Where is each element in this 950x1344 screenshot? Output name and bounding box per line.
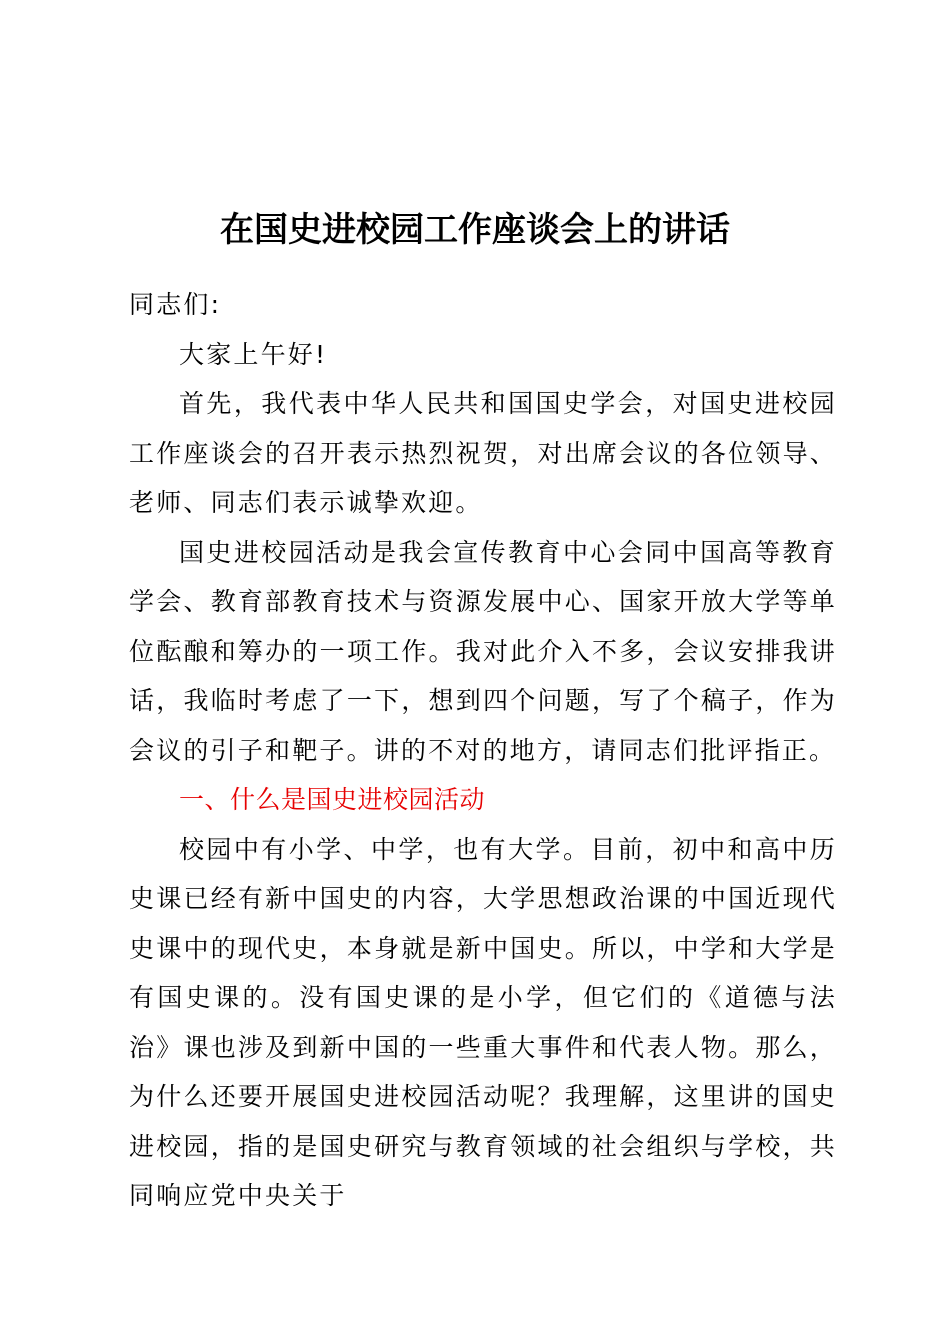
document-body: [129, 280, 837, 1221]
paragraph-background: 国史进校园活动是我会宣传教育中心会同中国高等教育学会、教育部教育技术与资源发展中心、国家开放大学等单位酝酿和筹办的一项工作。我对此介入不多，会议安排我讲话，我临时考虑了一下，想到四个问题，写了个稿子，作为会议的引子和靶子。讲的不对的地方，请同志们批评指正。: [129, 537, 837, 765]
salutation: 同志们:: [129, 290, 222, 319]
section-heading: 一、什么是国史进校园活动: [179, 785, 486, 814]
paragraph-opening: 首先，我代表中华人民共和国国史学会，对国史进校园工作座谈会的召开表示热烈祝贺，对出席会议的各位领导、老师、同志们表示诚挚欢迎。: [129, 389, 837, 517]
greeting: 大家上午好!: [179, 339, 328, 369]
paragraph-section-one: 校园中有小学、中学，也有大学。目前，初中和高中历史课已经有新中国史的内容，大学思想政治课的中国近现代史课中的现代史，本身就是新中国史。所以，中学和大学是有国史课的。没有国史课的是小学，但它们的《道德与法治》课也涉及到新中国的一些重大事件和代表人物。那么，为什么还要开展国史进校园活动呢？我理解，这里讲的国史进校园，指的是国史研究与教育领域的社会组织与学校，共同响应党中央关于: [129, 834, 837, 1210]
document-title: 在国史进校园工作座谈会上的讲话: [220, 210, 730, 250]
